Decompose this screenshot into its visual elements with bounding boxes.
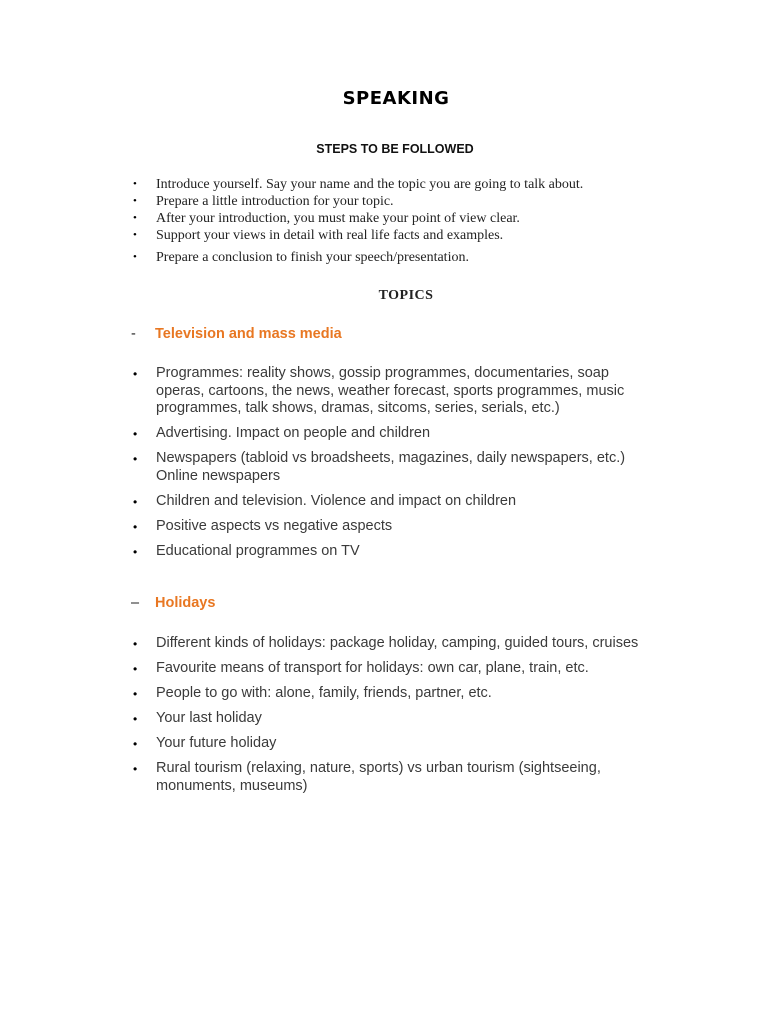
list-item [133, 493, 653, 511]
bullet-icon: • [133, 637, 138, 651]
bullet-icon: • [133, 662, 138, 676]
list-item [133, 735, 653, 753]
bullet-icon: • [133, 229, 137, 241]
list-item-text: Newspapers (tabloid vs broadsheets, magazines, daily newspapers, etc.) Online newspapers [156, 450, 626, 484]
bullet-icon: • [133, 494, 138, 509]
list-item-text: People to go with: alone, family, friends, partner, etc. [156, 685, 492, 701]
list-item-text: Programmes: reality shows, gossip programmes, documentaries, soap operas, cartoons, the news, weather forecast, sports programmes, music programmes, talk shows, dramas, sitcoms, series, serials, etc.) [156, 365, 625, 416]
bullet-icon: • [133, 178, 137, 190]
bullet-icon: • [133, 427, 138, 441]
list-item-text: Advertising. Impact on people and children [156, 425, 431, 441]
bullet-icon: • [133, 452, 138, 466]
list-item [133, 365, 653, 418]
list-item-text: Favourite means of transport for holidays: own car, plane, train, etc. [156, 660, 589, 676]
step-text: After your introduction, you must make your point of view clear. [156, 211, 520, 226]
list-item [133, 425, 653, 443]
list-item-text: Your future holiday [156, 735, 277, 751]
steps-subtitle: STEPS TO BE FOLLOWED [316, 142, 474, 156]
bullet-icon: • [133, 687, 138, 701]
section-heading-television [131, 326, 342, 342]
list-item [133, 518, 653, 536]
step-item [133, 193, 693, 210]
section-heading-text: Television and mass media [155, 326, 342, 342]
step-text: Prepare a little introduction for your topic. [156, 194, 394, 209]
page-title: SPEAKING [342, 88, 450, 109]
bullet-icon: • [133, 195, 137, 207]
step-item [133, 249, 693, 266]
dash-marker: – [131, 595, 140, 611]
list-item-text: Children and television. Violence and impact on children [156, 492, 517, 509]
holidays-topics-list [133, 635, 653, 803]
list-item-text: Positive aspects vs negative aspects [156, 517, 393, 534]
step-text: Support your views in detail with real life facts and examples. [156, 228, 504, 243]
list-item [133, 450, 653, 485]
list-item [133, 710, 653, 728]
dash-marker: - [131, 326, 136, 342]
bullet-icon: • [133, 367, 138, 381]
bullet-icon: • [133, 712, 138, 726]
section-heading-text: Holidays [155, 595, 216, 611]
step-text: Prepare a conclusion to finish your speech/presentation. [156, 250, 469, 265]
bullet-icon: • [133, 251, 137, 263]
list-item [133, 685, 653, 703]
list-item [133, 660, 653, 678]
step-item [133, 210, 693, 227]
list-item-text: Your last holiday [156, 710, 262, 726]
television-topics-list [133, 365, 653, 568]
list-item [133, 635, 653, 653]
step-text: Introduce yourself. Say your name and the topic you are going to talk about. [156, 177, 584, 192]
list-item [133, 543, 653, 561]
list-item-text: Different kinds of holidays: package holiday, camping, guided tours, cruises [156, 635, 639, 651]
section-heading-holidays [131, 595, 215, 611]
bullet-icon: • [133, 762, 138, 776]
step-item [133, 176, 693, 193]
bullet-icon: • [133, 737, 138, 751]
topics-heading: TOPICS [378, 288, 434, 303]
step-item [133, 227, 693, 244]
list-item-text: Rural tourism (relaxing, nature, sports) vs urban tourism (sightseeing, monuments, museums) [156, 760, 601, 794]
steps-list [133, 176, 693, 266]
bullet-icon: • [133, 519, 138, 534]
list-item-text: Educational programmes on TV [156, 542, 360, 559]
bullet-icon: • [133, 212, 137, 224]
list-item [133, 760, 653, 795]
bullet-icon: • [133, 544, 138, 559]
